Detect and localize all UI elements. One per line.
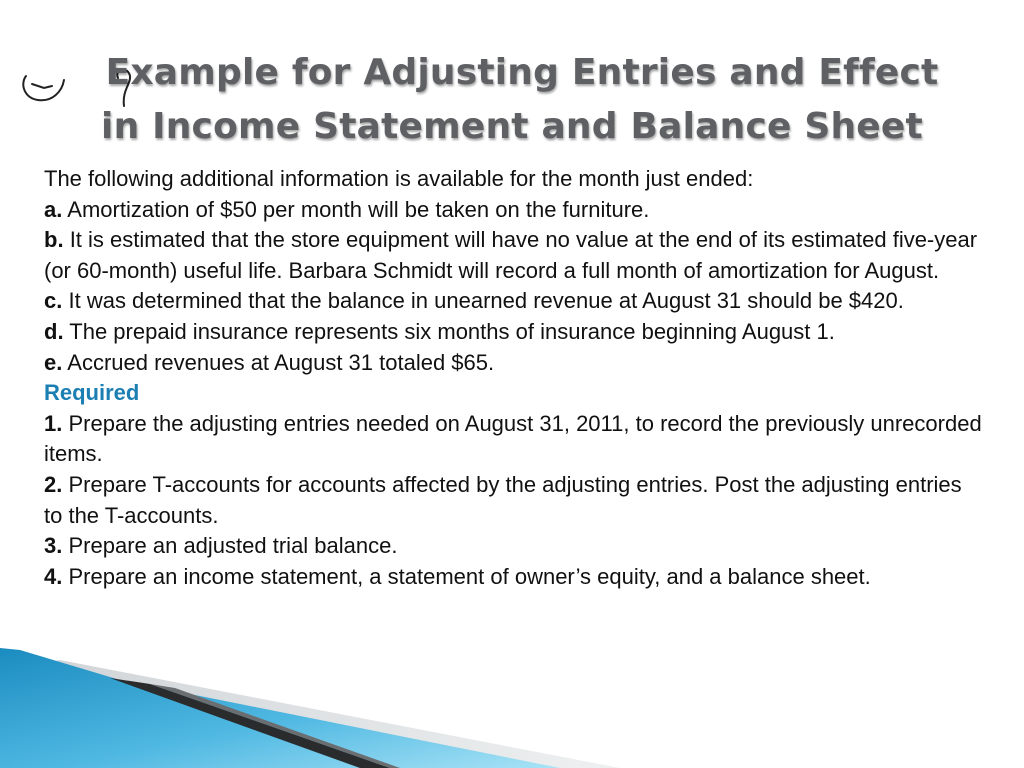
info-item-letter: e. — [44, 349, 63, 375]
requirement-number: 3. — [44, 533, 63, 559]
info-item-text: Amortization of $50 per month will be taken on the furniture. — [67, 196, 650, 222]
intro-text: The following additional information is available for the month just ended: — [44, 166, 754, 191]
info-item-letter: c. — [44, 288, 63, 314]
requirement-1 — [44, 409, 984, 470]
info-item-e — [44, 348, 984, 379]
requirement-text: Prepare an adjusted trial balance. — [68, 533, 398, 559]
requirement-4 — [44, 562, 984, 593]
info-item-a — [44, 195, 984, 226]
slide-title-line-1: Example for Adjusting Entries and Effect — [105, 52, 939, 93]
info-item-b — [44, 225, 984, 286]
requirement-text: Prepare an income statement, a statement of owner’s equity, and a balance sheet. — [68, 563, 871, 589]
requirement-text: Prepare the adjusting entries needed on August 31, 2011, to record the previously unrecorded items. — [44, 410, 982, 467]
info-item-letter: b. — [44, 227, 64, 253]
info-item-c — [44, 286, 984, 317]
requirement-number: 2. — [44, 471, 63, 497]
info-item-d — [44, 317, 984, 348]
requirement-number: 1. — [44, 410, 63, 436]
slide-title — [0, 46, 1024, 154]
requirement-2 — [44, 470, 984, 531]
info-item-text: It was determined that the balance in unearned revenue at August 31 should be $420. — [68, 288, 904, 314]
info-item-letter: d. — [44, 318, 64, 344]
requirement-3 — [44, 531, 984, 562]
info-item-text: The prepaid insurance represents six months of insurance beginning August 1. — [69, 318, 835, 344]
required-heading: Required — [44, 380, 140, 406]
info-item-letter: a. — [44, 196, 63, 222]
requirement-text: Prepare T-accounts for accounts affected by the adjusting entries. Post the adjusting entries to the T-accounts. — [44, 471, 962, 528]
info-item-text: It is estimated that the store equipment will have no value at the end of its estimated five-year (or 60-month) useful life. Barbara Schmidt will record a full month of amortization for August. — [44, 227, 978, 283]
slide-body — [44, 164, 984, 592]
requirement-number: 4. — [44, 563, 63, 589]
slide-title-line-2: in Income Statement and Balance Sheet — [101, 106, 923, 147]
info-item-text: Accrued revenues at August 31 totaled $65. — [67, 349, 495, 375]
